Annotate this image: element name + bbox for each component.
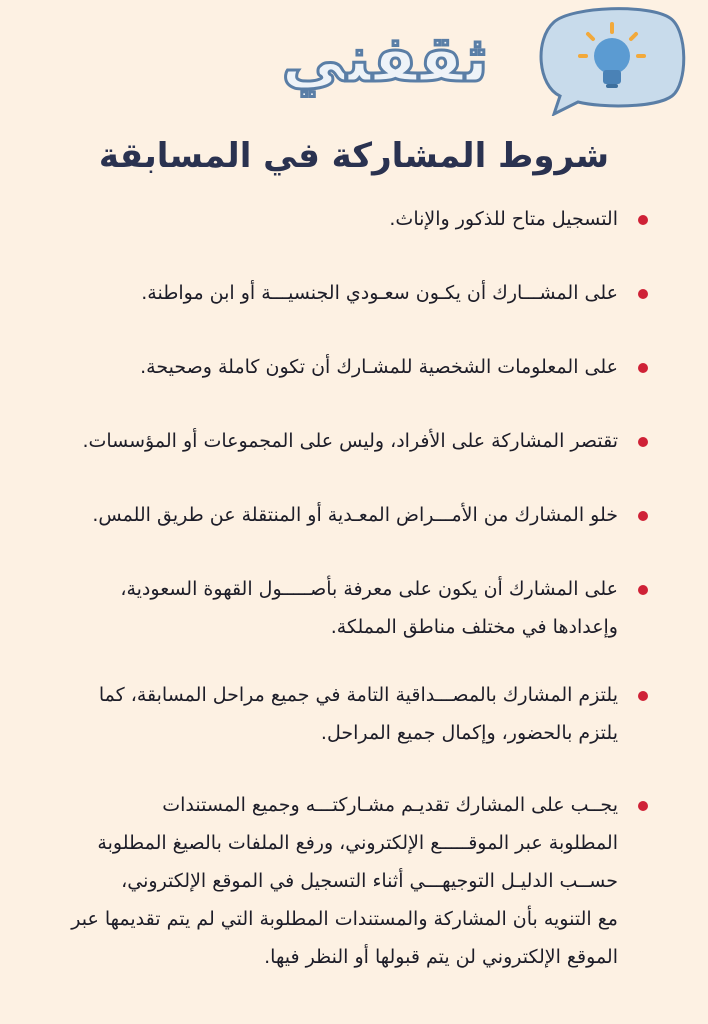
logo-text: ثقفني: [281, 23, 489, 97]
condition-text-line: التسجيل متاح للذكور والإناث.: [389, 208, 618, 230]
condition-text-line: المطلوبة عبر الموقـــــع الإلكتروني، ورفع الملفات بالصيغ المطلوبة: [97, 832, 618, 854]
conditions-list: [60, 200, 650, 976]
condition-text-line: مع التنويه بأن المشاركة والمستندات المطلوبة التي لم يتم تقديمها عبر: [71, 908, 618, 930]
condition-text-line: على المشـــارك أن يكـون سعـودي الجنسيـــة أو ابن مواطنة.: [141, 282, 618, 304]
condition-item: [60, 200, 650, 238]
bullet-icon: [638, 691, 648, 701]
bullet-icon: [638, 585, 648, 595]
condition-item: [60, 422, 650, 460]
condition-text-line: يلتزم بالحضور، وإكمال جميع المراحل.: [320, 722, 618, 744]
condition-item: [60, 570, 650, 646]
condition-text-line: خلو المشارك من الأمـــراض المعـدية أو المنتقلة عن طريق اللمس.: [92, 504, 618, 526]
condition-text-line: على المشارك أن يكون على معرفة بأصـــــول القهوة السعودية،: [120, 578, 618, 600]
condition-item: [60, 786, 650, 976]
condition-text-line: حســب الدليـل التوجيهـــي أثناء التسجيل في الموقع الإلكتروني،: [121, 870, 618, 892]
condition-text-line: يلتزم المشارك بالمصـــداقية التامة في جميع مراحل المسابقة، كما: [98, 684, 618, 706]
condition-text-line: على المعلومات الشخصية للمشـارك أن تكون كاملة وصحيحة.: [140, 356, 618, 378]
condition-text-line: يجــب على المشارك تقديـم مشـاركتـــه وجميع المستندات: [162, 794, 618, 816]
condition-text-line: تقتصر المشاركة على الأفراد، وليس على المجموعات أو المؤسسات.: [82, 430, 618, 452]
condition-item: [60, 496, 650, 534]
bullet-icon: [638, 511, 648, 521]
condition-text-line: الموقع الإلكتروني لن يتم قبولها أو النظر فيها.: [264, 946, 618, 968]
condition-item: [60, 274, 650, 312]
bullet-icon: [638, 437, 648, 447]
condition-item: [60, 348, 650, 386]
bullet-icon: [638, 215, 648, 225]
condition-item: [60, 676, 650, 752]
bullet-icon: [638, 363, 648, 373]
logo: [0, 0, 708, 125]
condition-text-line: وإعدادها في مختلف مناطق المملكة.: [330, 616, 618, 638]
bullet-icon: [638, 801, 648, 811]
page-title: شروط المشاركة في المسابقة: [98, 136, 610, 176]
lightbulb-icon: [532, 4, 690, 116]
bullet-icon: [638, 289, 648, 299]
